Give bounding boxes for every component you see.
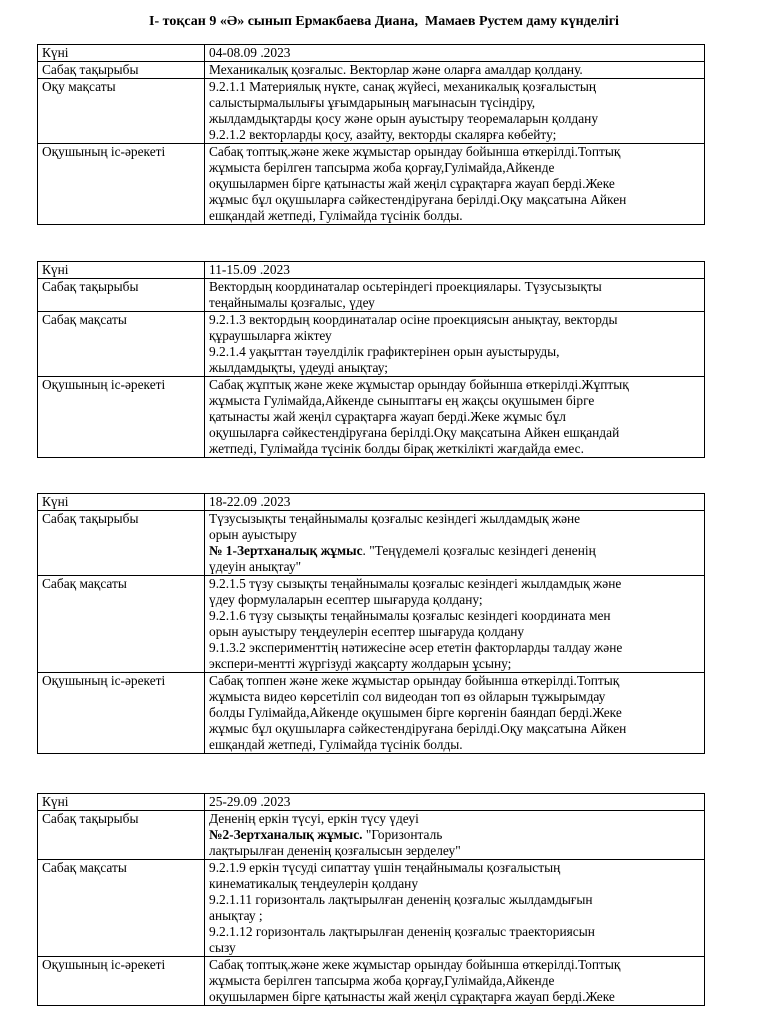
lab-work-name: "Горизонталь: [362, 827, 443, 842]
topic-line: Механикалық қозғалыс. Векторлар және оларға амалдар қолдану.: [209, 62, 583, 77]
activity-line: жұмыста берілген тапсырма жоба қорғау,Гулімайда,Айкенде: [209, 973, 555, 988]
topic-line: Түзусызықты теңайнымалы қозғалыс кезіндегі жылдамдық және: [209, 511, 581, 526]
date-row: [38, 45, 705, 62]
goal-line: анықтау ;: [209, 908, 263, 923]
activity-line: Сабақ топпен және жеке жұмыстар орындау бойынша өткерілді.Топтық: [209, 673, 620, 688]
lab-work-title: № 1-Зертханалық жұмыс: [209, 543, 363, 558]
goal-row: [38, 860, 705, 957]
activity-line: оқушылармен бірге қатынасты жай жеңіл сұрақтарға жауап берді.Жеке: [209, 176, 615, 191]
goal-row: [38, 576, 705, 673]
topic-label: Сабақ тақырыбы: [38, 811, 205, 860]
date-row: [38, 794, 705, 811]
lab-work-name: . "Теңүдемелі қозғалыс кезіндегі дененің: [362, 543, 596, 558]
activity-row: [38, 957, 705, 1006]
goal-line: 9.2.1.5 түзу сызықты теңайнымалы қозғалыс кезіндегі жылдамдық және: [209, 576, 622, 591]
goal-line: құраушыларға жіктеу: [209, 328, 332, 343]
topic-label: Сабақ тақырыбы: [38, 511, 205, 576]
goal-line: 9.2.1.11 горизонталь лақтырылған дененің қозғалыс жылдамдығын: [209, 892, 593, 907]
goal-line: 9.1.3.2 эксперименттің нәтижесіне әсер ететін факторларды талдау және: [209, 640, 623, 655]
goal-line: 9.2.1.1 Материялық нүкте, санақ жүйесі, механикалық қозғалыстың: [209, 79, 597, 94]
date-value: 04-08.09 .2023: [205, 45, 705, 62]
goal-line: орын ауыстыру теңдеулерін есептер шығаруда қолдану: [209, 624, 525, 639]
topic-line: [209, 543, 700, 559]
topic-value: [205, 811, 705, 860]
date-row: [38, 494, 705, 511]
page-title: I- тоқсан 9 «Ә» сынып Ермакбаева Диана, Мамаев Рустем даму күнделігі: [149, 14, 619, 29]
activity-line: жұмыс бұл оқушыларға сәйкестендіруғана берілді.Оқу мақсатына Айкен: [209, 721, 627, 736]
diary-table-week-3: [37, 493, 705, 754]
date-label: Күні: [38, 45, 205, 62]
goal-label: Сабақ мақсаты: [38, 312, 205, 377]
activity-label: Оқушының іс-әрекеті: [38, 673, 205, 754]
date-row: [38, 262, 705, 279]
goal-row: [38, 79, 705, 144]
goal-line: салыстырмалылығы ұғымдарының мағынасын түсіндіру,: [209, 95, 536, 110]
activity-line: Сабақ жұптық және жеке жұмыстар орындау бойынша өткерілді.Жұптық: [209, 377, 629, 392]
goal-line: экспери-ментті жүргізуді жақсарту жолдарын ұсыну;: [209, 656, 512, 671]
goal-label: Оқу мақсаты: [38, 79, 205, 144]
goal-value: [205, 312, 705, 377]
topic-line: Дененің еркін түсуі, еркін түсу үдеуі: [209, 811, 419, 826]
topic-row: [38, 511, 705, 576]
topic-value: [205, 62, 705, 79]
goal-line: 9.2.1.9 еркін түсуді сипаттау үшін теңайнымалы қозғалыстың: [209, 860, 561, 875]
activity-value: [205, 377, 705, 458]
topic-label: Сабақ тақырыбы: [38, 62, 205, 79]
activity-label: Оқушының іс-әрекеті: [38, 377, 205, 458]
goal-line: кинематикалық теңдеулерін қолдану: [209, 876, 419, 891]
activity-row: [38, 144, 705, 225]
goal-row: [38, 312, 705, 377]
topic-line: Вектордың координаталар осьтеріндегі проекциялары. Түзусызықты: [209, 279, 602, 294]
activity-line: Сабақ топтық.және жеке жұмыстар орындау бойынша өткерілді.Топтық: [209, 144, 621, 159]
activity-value: [205, 673, 705, 754]
goal-line: жылдамдықты, үдеуді анықтау;: [209, 360, 389, 375]
goal-line: 9.2.1.4 уақыттан тәуелділік графиктерінен орын ауыстыруды,: [209, 344, 560, 359]
activity-line: оқушыларға сәйкестендіруғана берілді.Оқу мақсатына Айкен ешқандай: [209, 425, 620, 440]
topic-row: [38, 62, 705, 79]
topic-line: үдеуін анықтау": [209, 559, 302, 574]
date-label: Күні: [38, 794, 205, 811]
activity-value: [205, 957, 705, 1006]
topic-line: [209, 827, 700, 843]
goal-value: [205, 79, 705, 144]
activity-value: [205, 144, 705, 225]
goal-line: 9.2.1.2 векторларды қосу, азайту, векторды скалярға көбейту;: [209, 127, 557, 142]
topic-value: [205, 511, 705, 576]
activity-line: жұмыста видео көрсетіліп сол видеодан топ өз ойларын тұжырымдау: [209, 689, 606, 704]
goal-value: [205, 860, 705, 957]
diary-table-week-4: [37, 793, 705, 1006]
date-value: 25-29.09 .2023: [205, 794, 705, 811]
activity-line: жетпеді, Гулімайда түсінік болды бірақ жеткілікті жағдайда емес.: [209, 441, 584, 456]
activity-line: жұмыста берілген тапсырма жоба қорғау,Гулімайда,Айкенде: [209, 160, 555, 175]
date-label: Күні: [38, 262, 205, 279]
goal-line: 9.2.1.12 горизонталь лақтырылған дененің қозғалыс траекториясын: [209, 924, 595, 939]
goal-line: 9.2.1.3 вектордың координаталар осіне проекциясын анықтау, векторды: [209, 312, 618, 327]
topic-value: [205, 279, 705, 312]
goal-line: үдеу формулаларын есептер шығаруда қолдану;: [209, 592, 483, 607]
topic-label: Сабақ тақырыбы: [38, 279, 205, 312]
lab-work-title: №2-Зертханалық жұмыс.: [209, 827, 363, 842]
activity-label: Оқушының іс-әрекеті: [38, 957, 205, 1006]
goal-value: [205, 576, 705, 673]
activity-line: Сабақ топтық.және жеке жұмыстар орындау бойынша өткерілді.Топтық: [209, 957, 621, 972]
topic-line: теңайнымалы қозғалыс, үдеу: [209, 295, 375, 310]
activity-line: ешқандай жетпеді, Гулімайда түсінік болды.: [209, 737, 463, 752]
goal-line: сызу: [209, 940, 236, 955]
goal-label: Сабақ мақсаты: [38, 860, 205, 957]
activity-line: жұмыста Гулімайда,Айкенде сыныптағы ең жақсы оқушымен бірге: [209, 393, 595, 408]
activity-row: [38, 377, 705, 458]
activity-line: болды Гулімайда,Айкенде оқушымен бірге көргенін баяндап берді.Жеке: [209, 705, 622, 720]
goal-label: Сабақ мақсаты: [38, 576, 205, 673]
topic-row: [38, 279, 705, 312]
diary-table-week-2: [37, 261, 705, 458]
date-value: 18-22.09 .2023: [205, 494, 705, 511]
topic-line: лақтырылған дененің қозғалысын зерделеу": [209, 843, 461, 858]
activity-label: Оқушының іс-әрекеті: [38, 144, 205, 225]
goal-line: 9.2.1.6 түзу сызықты теңайнымалы қозғалыс кезіндегі координата мен: [209, 608, 611, 623]
date-label: Күні: [38, 494, 205, 511]
date-value: 11-15.09 .2023: [205, 262, 705, 279]
topic-line: орын ауыстыру: [209, 527, 297, 542]
goal-line: жылдамдықтарды қосу және орын ауыстыру теоремаларын қолдану: [209, 111, 599, 126]
topic-row: [38, 811, 705, 860]
activity-line: қатынасты жай жеңіл сұрақтарға жауап берді.Жеке жұмыс бұл: [209, 409, 566, 424]
activity-line: оқушылармен бірге қатынасты жай жеңіл сұрақтарға жауап берді.Жеке: [209, 989, 615, 1004]
diary-table-week-1: [37, 44, 705, 225]
activity-row: [38, 673, 705, 754]
activity-line: ешқандай жетпеді, Гулімайда түсінік болды.: [209, 208, 463, 223]
activity-line: жұмыс бұл оқушыларға сәйкестендіруғана берілді.Оқу мақсатына Айкен: [209, 192, 627, 207]
